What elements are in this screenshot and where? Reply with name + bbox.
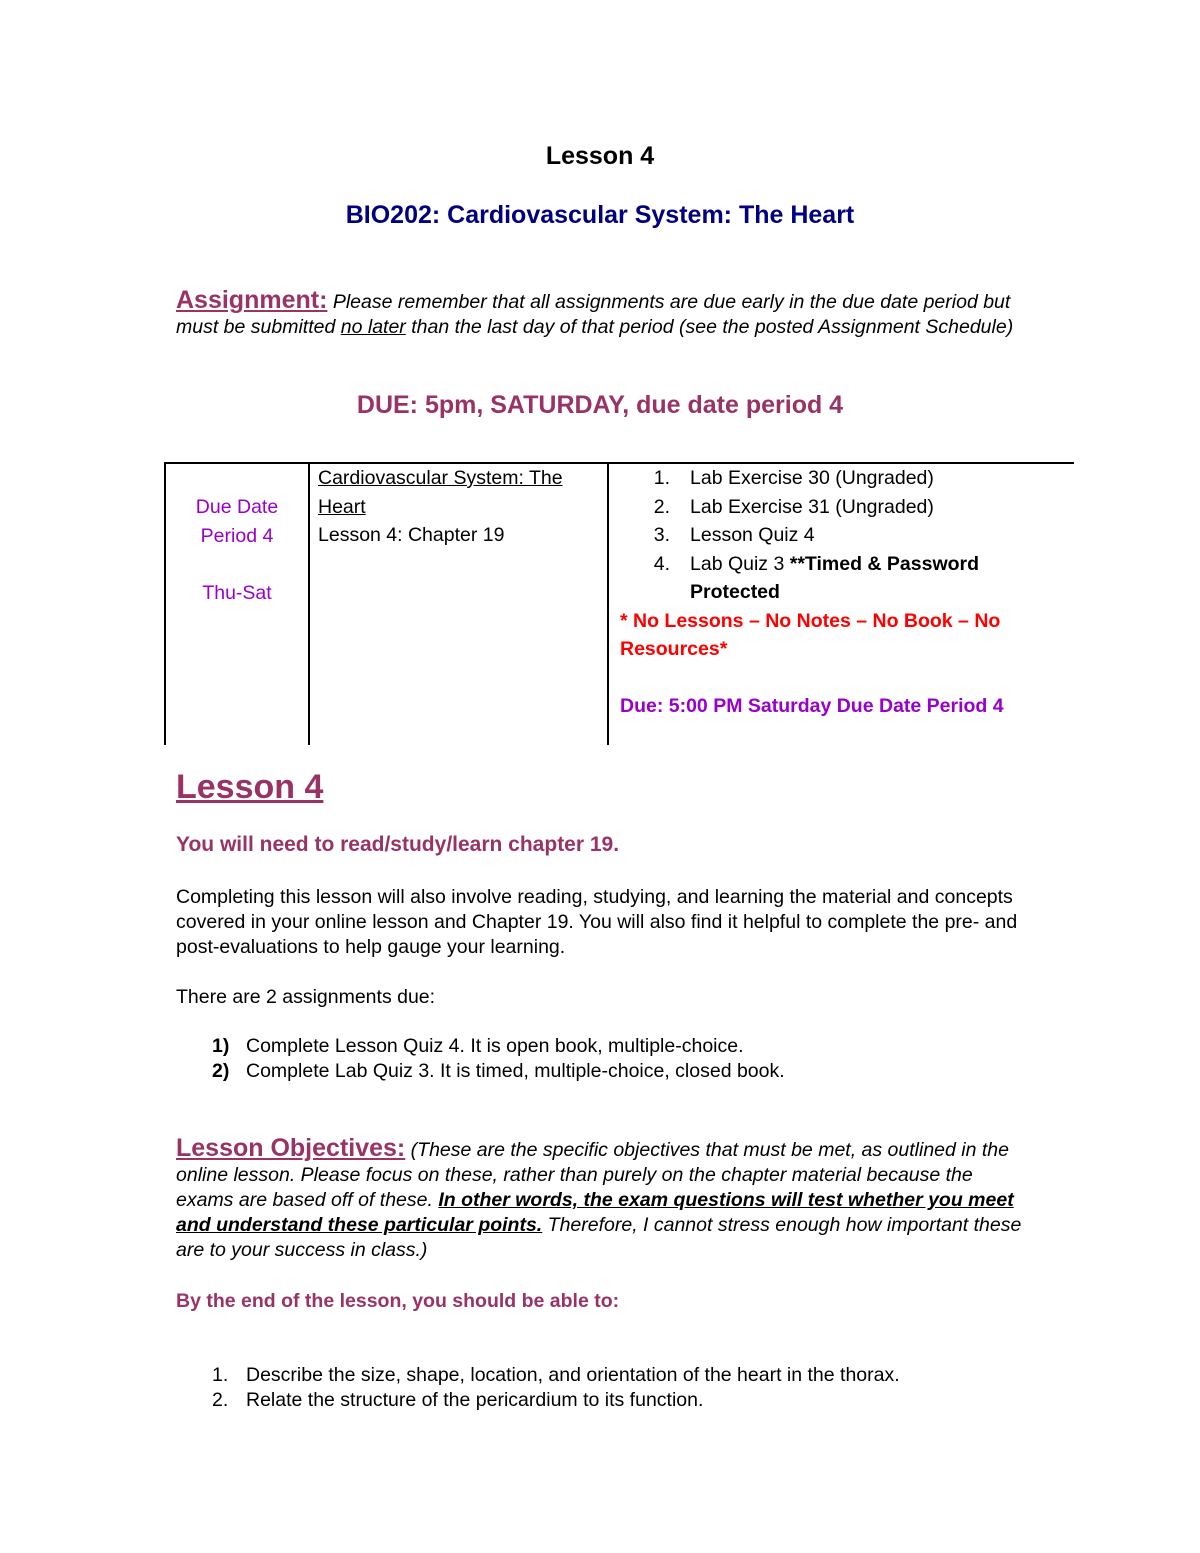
read-instruction: You will need to read/study/learn chapter 19.: [176, 833, 620, 856]
list-item: 2. Lab Exercise 31 (Ungraded): [653, 495, 934, 518]
assignments-due-line: There are 2 assignments due:: [176, 986, 436, 1008]
due-line: DUE: 5pm, SATURDAY, due date period 4: [356, 391, 844, 419]
assignment-text-end: than the last day of that period (see the posted Assignment Schedule): [405, 316, 1014, 338]
due-text: Due: 5:00 PM Saturday Due Date Period 4: [620, 695, 1004, 717]
warning-text: * No Lessons – No Notes – No Book – No: [620, 609, 1001, 632]
list-item: 1) Complete Lesson Quiz 4. It is open book, multiple-choice.: [212, 1035, 744, 1057]
table-cell-due-period: Due Date Period 4 Thu-Sat: [195, 496, 279, 604]
list-item: 2. Relate the structure of the pericardium to its function.: [212, 1389, 704, 1411]
lesson-intro: Completing this lesson will also involve reading, studying, and learning the material and concepts covered in your online lesson and Chapter 19. You will also find it helpful to complete the pre- and post-evaluations to help gauge your learning.: [176, 886, 1018, 958]
assignment-text: Please remember that all assignments are due early in the due date period but must be submitted: [176, 291, 1011, 338]
table-cell-assignments: 1. Lab Exercise 30 (Ungraded) 2. Lab Exercise 31 (Ungraded) 3. Lesson Quiz 4 4. Lab Quiz 3 **Timed & Password Protected * No Lessons – No Notes – No Book – No Resources* Due: 5:00 PM Saturday Due Date Period 4: [620, 464, 1070, 721]
list-item: 3. Lesson Quiz 4: [653, 524, 815, 546]
objectives-list: [176, 1363, 1026, 1413]
assignment-underlined: no later: [340, 316, 406, 338]
list-item: 2) Complete Lab Quiz 3. It is timed, multiple-choice, closed book.: [212, 1060, 785, 1082]
objectives-paragraph: Lesson Objectives: (These are the specific objectives that must be met, as outlined in the online lesson. Please focus on these, rather than purely on the chapter material because the exams are based off of these. In other words, the exam questions will test whether you meet and understand these particular points. Therefore, I cannot stress enough how important these are to your success in class.): [176, 1134, 1022, 1261]
lesson-heading: Lesson 4: [545, 142, 655, 170]
assignments-list: [176, 1034, 1026, 1084]
assignment-label: Assignment:: [176, 286, 328, 314]
table-divider-2: [607, 462, 609, 745]
objectives-label: Lesson Objectives:: [176, 1134, 406, 1162]
list-item: 4. Lab Quiz 3 **Timed & Password: [653, 552, 980, 575]
topic-title: Cardiovascular System: The: [318, 467, 563, 489]
course-title: BIO202: Cardiovascular System: The Heart: [345, 201, 855, 229]
objectives-intro: By the end of the lesson, you should be able to:: [176, 1290, 620, 1312]
table-cell-topic: Cardiovascular System: The Heart Lesson 4: Chapter 19: [318, 464, 603, 550]
topic-subtitle: Lesson 4: Chapter 19: [318, 524, 505, 546]
table-divider-1: [308, 462, 310, 745]
objectives-emphasis: In other words, the exam questions will test whether you meet and understand these particular points.: [176, 1189, 1014, 1236]
assignment-paragraph: [176, 288, 1026, 340]
list-item: 1. Describe the size, shape, location, and orientation of the heart in the thorax.: [212, 1364, 900, 1386]
lesson-section-heading: Lesson 4: [176, 768, 324, 806]
list-item: 1. Lab Exercise 30 (Ungraded): [653, 467, 934, 489]
